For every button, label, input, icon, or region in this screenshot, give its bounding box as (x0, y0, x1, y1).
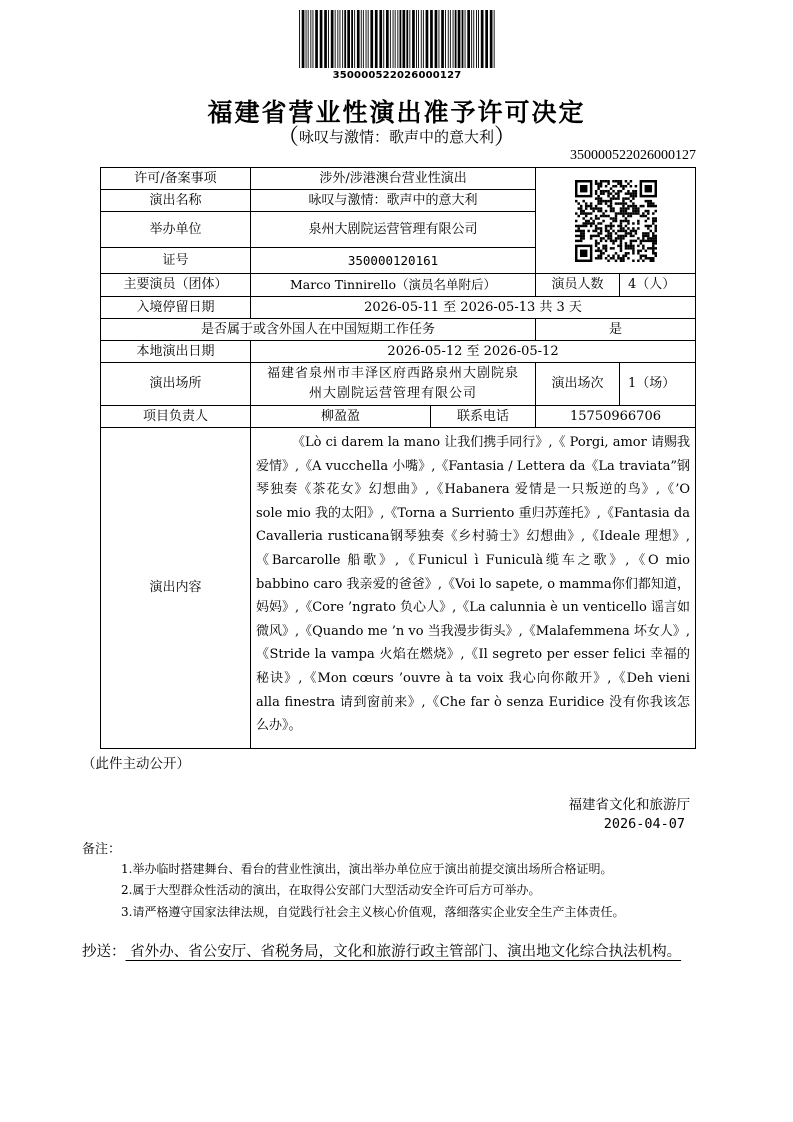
subtitle-close-paren: ） (494, 125, 517, 150)
issuer: 福建省文化和旅游厅 (568, 797, 690, 813)
row-stay-dates (101, 297, 696, 319)
row-performer (101, 274, 696, 297)
content-label: 演出内容 (101, 428, 251, 749)
sessions-value: 1（场） (620, 363, 696, 406)
performer-count-label: 演员人数 (536, 274, 620, 297)
short-term-work-label: 是否属于或含外国人在中国短期工作任务 (101, 319, 536, 341)
issue-date: 2026-04-07 (603, 816, 685, 832)
local-dates-label: 本地演出日期 (101, 341, 251, 363)
organizer-label: 举办单位 (101, 212, 251, 248)
subtitle-open-paren: （ (276, 125, 299, 150)
license-table (100, 167, 696, 749)
stay-dates-value: 2026-05-11 至 2026-05-13 共 3 天 (251, 297, 696, 319)
subtitle-text: 咏叹与激情：歌声中的意大利 (298, 128, 494, 146)
cert-no-label: 证号 (101, 248, 251, 274)
manager-value: 柳盈盈 (251, 406, 431, 428)
venue-value: 福建省泉州市丰泽区府西路泉州大剧院泉州大剧院运营管理有限公司 (251, 363, 536, 406)
row-local-dates (101, 341, 696, 363)
show-name-label: 演出名称 (101, 190, 251, 212)
short-term-work-value: 是 (536, 319, 696, 341)
manager-label: 项目负责人 (101, 406, 251, 428)
row-content (101, 428, 696, 749)
remark-item: 1.举办临时搭建舞台、看台的营业性演出，演出举办单位应于演出前提交演出场所合格证明。 (121, 862, 613, 876)
stay-dates-label: 入境停留日期 (101, 297, 251, 319)
document-number: 350000522026000127 (570, 148, 696, 163)
remark-item: 2.属于大型群众性活动的演出，在取得公安部门大型活动安全许可后方可举办。 (121, 883, 541, 897)
row-license-type (101, 168, 696, 190)
barcode (297, 10, 497, 81)
organizer-value: 泉州大剧院运营管理有限公司 (251, 212, 536, 248)
page-title: 福建省营业性演出准予许可决定 (207, 98, 586, 127)
phone-value: 15750966706 (536, 406, 696, 428)
remark-item: 3.请严格遵守国家法律法规，自觉践行社会主义核心价值观，落细落实企业安全生产主体责任。 (121, 905, 625, 919)
public-note: （此件主动公开） (82, 756, 190, 772)
content-value (251, 428, 696, 749)
row-short-term-work (101, 319, 696, 341)
row-manager (101, 406, 696, 428)
cc-label: 抄送： (82, 944, 126, 960)
phone-label: 联系电话 (431, 406, 536, 428)
barcode-number: 350000522026000127 (332, 70, 462, 81)
venue-label: 演出场所 (101, 363, 251, 406)
barcode-bars (297, 10, 497, 68)
cc-value: 省外办、省公安厅、省税务局，文化和旅游行政主管部门、演出地文化综合执法机构。 (125, 944, 682, 960)
show-name-value: 咏叹与激情：歌声中的意大利 (251, 190, 536, 212)
qr-code-icon (575, 180, 657, 262)
performer-count-value: 4（人） (620, 274, 696, 297)
cc-line (82, 940, 714, 964)
license-type-value: 涉外/涉港澳台营业性演出 (251, 168, 536, 190)
qr-code-cell (536, 168, 696, 274)
license-type-label: 许可/备案事项 (101, 168, 251, 190)
cert-no-value: 350000120161 (251, 248, 536, 274)
remarks-label: 备注： (82, 842, 122, 857)
content-text: 《Lò ci darem la mano 让我们携手同行》,《 Porgi, amor 请赐我爱情》,《A vucchella 小嘴》,《Fantasia / Lettera da《La traviata”钢琴独奏《茶花女》幻想曲》,《Habanera 爱情是一只叛逆的鸟》,《’O sole mio 我的太阳》,《Torna a Surriento 重归苏莲托》,《Fantasia da Cavalleria rusticana钢琴独奏《乡村骑士》幻想曲》,《Ideale 理想》,《Barcarolle 船歌》,《Funicul ì Funiculà缆车之歌》,《O mio babbino caro 我亲爱的爸爸》,《Voi lo sapete, o mamma你们都知道， 妈妈》,《Core ’ngrato 负心人》,《La calunnia è un venticello 谣言如微风》,《Quando me ’n vo 当我漫步街头》,《Malafemmena 坏女人》,《Stride la vampa 火焰在燃烧》,《Il segreto per esser felici 幸福的秘诀》,《Mon cœurs ’ouvre à ta voix 我心向你敞开》,《Deh vieni alla finestra 请到窗前来》,《Che far ò senza Euridice 没有你我该怎么办》。 (256, 435, 691, 734)
performer-value: Marco Tinnirello（演员名单附后） (251, 274, 536, 297)
sessions-label: 演出场次 (536, 363, 620, 406)
performer-label: 主要演员（团体） (101, 274, 251, 297)
local-dates-value: 2026-05-12 至 2026-05-12 (251, 341, 696, 363)
row-venue (101, 363, 696, 406)
page-subtitle (0, 120, 793, 151)
